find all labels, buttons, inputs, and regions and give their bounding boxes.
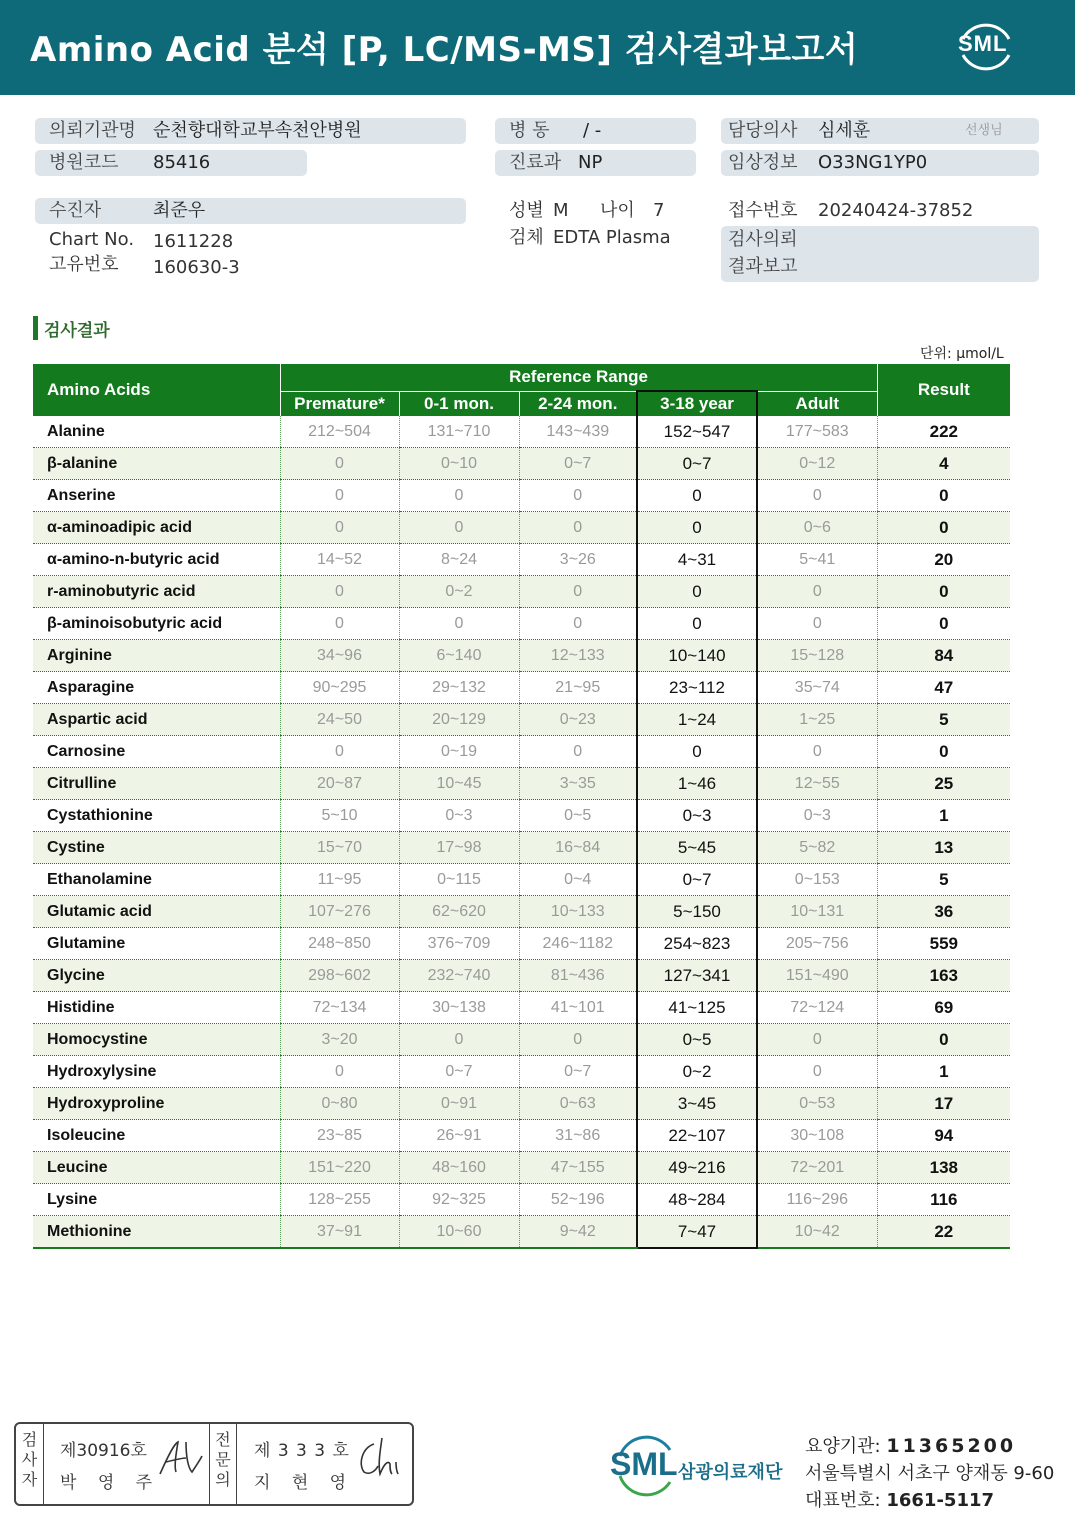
range-y3-18: 0 [637, 608, 757, 640]
footer-address: 서울특별시 서초구 양재동 9-60 [805, 1463, 1055, 1484]
amino-acid-name: Asparagine [33, 672, 280, 704]
range-y3-18: 1~46 [637, 768, 757, 800]
range-premature: 298~602 [280, 960, 399, 992]
header-result: Result [877, 364, 1010, 416]
specimen-value: EDTA Plasma [553, 227, 671, 248]
range-m0-1: 232~740 [399, 960, 519, 992]
range-m0-1: 131~710 [399, 416, 519, 448]
range-premature: 3~20 [280, 1024, 399, 1056]
amino-acid-name: Glycine [33, 960, 280, 992]
range-m2-24: 41~101 [519, 992, 637, 1024]
report-title: Amino Acid 분석 [P, LC/MS-MS] 검사결과보고서 [30, 30, 859, 70]
range-m2-24: 10~133 [519, 896, 637, 928]
range-m2-24: 47~155 [519, 1152, 637, 1184]
chart-label: Chart No. [49, 229, 135, 250]
stamp-char: 문 [215, 1450, 231, 1469]
table-row [33, 640, 1010, 672]
range-adult: 35~74 [757, 672, 877, 704]
chart-value: 1611228 [153, 231, 234, 252]
stamp-char: 의 [215, 1470, 231, 1489]
range-y3-18: 22~107 [637, 1120, 757, 1152]
specialist-license: 제 3 3 3 호 [254, 1441, 350, 1461]
accession-label: 접수번호 [728, 200, 798, 221]
range-m2-24: 81~436 [519, 960, 637, 992]
table-row [33, 1216, 1010, 1249]
result-value: 5 [877, 864, 1010, 896]
doctor-value: 심세훈 [818, 120, 871, 141]
header-2-24-mon: 2-24 mon. [519, 391, 637, 416]
age-value: 7 [653, 200, 665, 221]
range-m0-1: 10~45 [399, 768, 519, 800]
header-0-1-mon: 0-1 mon. [399, 391, 519, 416]
amino-acid-name: Leucine [33, 1152, 280, 1184]
clinical-value: O33NG1YP0 [818, 152, 928, 173]
range-y3-18: 0~7 [637, 448, 757, 480]
amino-acid-name: Lysine [33, 1184, 280, 1216]
range-premature: 151~220 [280, 1152, 399, 1184]
table-row [33, 992, 1010, 1024]
institution-field [35, 118, 466, 144]
range-adult: 10~131 [757, 896, 877, 928]
range-y3-18: 0~7 [637, 864, 757, 896]
accession-value: 20240424-37852 [818, 200, 974, 221]
range-premature: 34~96 [280, 640, 399, 672]
range-adult: 72~201 [757, 1152, 877, 1184]
range-adult: 0 [757, 736, 877, 768]
ward-value: / - [583, 120, 602, 141]
results-table [33, 364, 1010, 1249]
result-value: 5 [877, 704, 1010, 736]
table-row [33, 608, 1010, 640]
result-value: 94 [877, 1120, 1010, 1152]
range-adult: 0 [757, 576, 877, 608]
range-adult: 12~55 [757, 768, 877, 800]
range-adult: 0~3 [757, 800, 877, 832]
section-title: 검사결과 [44, 321, 110, 341]
range-m0-1: 0~10 [399, 448, 519, 480]
amino-acid-name: Ethanolamine [33, 864, 280, 896]
range-adult: 1~25 [757, 704, 877, 736]
amino-acid-name: α-aminoadipic acid [33, 512, 280, 544]
range-premature: 0 [280, 736, 399, 768]
range-y3-18: 48~284 [637, 1184, 757, 1216]
doctor-label: 담당의사 [728, 120, 798, 141]
institution-label: 의뢰기관명 [49, 120, 136, 141]
results-body [33, 416, 1010, 1248]
clinical-label: 임상정보 [728, 152, 798, 173]
signature-stamp [14, 1422, 414, 1506]
result-value: 69 [877, 992, 1010, 1024]
range-m2-24: 16~84 [519, 832, 637, 864]
result-value: 4 [877, 448, 1010, 480]
header-adult: Adult [757, 391, 877, 416]
amino-acid-name: Arginine [33, 640, 280, 672]
result-value: 25 [877, 768, 1010, 800]
range-m2-24: 21~95 [519, 672, 637, 704]
range-premature: 107~276 [280, 896, 399, 928]
table-row [33, 1152, 1010, 1184]
range-adult: 30~108 [757, 1120, 877, 1152]
range-premature: 0 [280, 608, 399, 640]
hospital-code-field [35, 150, 307, 176]
stamp-char: 사 [21, 1450, 38, 1469]
range-y3-18: 4~31 [637, 544, 757, 576]
sex-value: M [553, 200, 569, 221]
amino-acid-name: Cystine [33, 832, 280, 864]
range-m0-1: 0 [399, 608, 519, 640]
range-m0-1: 0 [399, 480, 519, 512]
range-m0-1: 0~7 [399, 1056, 519, 1088]
range-m0-1: 0~115 [399, 864, 519, 896]
footer-org: 삼광의료재단 [678, 1462, 783, 1483]
amino-acid-name: Alanine [33, 416, 280, 448]
range-premature: 0 [280, 480, 399, 512]
doctor-field [721, 118, 1039, 144]
range-y3-18: 10~140 [637, 640, 757, 672]
amino-acid-name: Hydroxyproline [33, 1088, 280, 1120]
range-adult: 15~128 [757, 640, 877, 672]
amino-acid-name: Cystathionine [33, 800, 280, 832]
range-premature: 20~87 [280, 768, 399, 800]
result-value: 116 [877, 1184, 1010, 1216]
range-m2-24: 0~5 [519, 800, 637, 832]
range-m0-1: 0~2 [399, 576, 519, 608]
table-row [33, 480, 1010, 512]
request-report-box [721, 226, 1039, 282]
sex-label: 성별 [509, 200, 544, 221]
range-y3-18: 127~341 [637, 960, 757, 992]
range-adult: 5~41 [757, 544, 877, 576]
department-value: NP [578, 152, 603, 173]
range-y3-18: 1~24 [637, 704, 757, 736]
amino-acid-name: Carnosine [33, 736, 280, 768]
range-m2-24: 12~133 [519, 640, 637, 672]
range-premature: 11~95 [280, 864, 399, 896]
section-marker [33, 316, 38, 340]
range-adult: 10~42 [757, 1216, 877, 1249]
range-adult: 205~756 [757, 928, 877, 960]
range-m2-24: 0~23 [519, 704, 637, 736]
table-row [33, 768, 1010, 800]
range-m2-24: 0~7 [519, 1056, 637, 1088]
inspector-name: 박 영 주 [60, 1473, 161, 1493]
footer-phone [805, 1486, 994, 1512]
inspector-signature-icon [156, 1436, 206, 1480]
range-y3-18: 5~45 [637, 832, 757, 864]
age-label: 나이 [600, 200, 635, 221]
amino-acid-name: α-amino-n-butyric acid [33, 544, 280, 576]
range-premature: 0 [280, 576, 399, 608]
range-m0-1: 6~140 [399, 640, 519, 672]
result-value: 36 [877, 896, 1010, 928]
range-m0-1: 30~138 [399, 992, 519, 1024]
range-adult: 151~490 [757, 960, 877, 992]
result-value: 20 [877, 544, 1010, 576]
range-m0-1: 48~160 [399, 1152, 519, 1184]
header-3-18-year: 3-18 year [637, 391, 757, 416]
range-m2-24: 31~86 [519, 1120, 637, 1152]
range-m2-24: 0 [519, 608, 637, 640]
result-value: 17 [877, 1088, 1010, 1120]
range-m2-24: 0 [519, 736, 637, 768]
table-row [33, 576, 1010, 608]
range-m2-24: 0 [519, 1024, 637, 1056]
range-premature: 24~50 [280, 704, 399, 736]
result-value: 1 [877, 1056, 1010, 1088]
range-y3-18: 5~150 [637, 896, 757, 928]
hospital-code-value: 85416 [153, 152, 211, 173]
result-value: 138 [877, 1152, 1010, 1184]
result-value: 163 [877, 960, 1010, 992]
range-m0-1: 26~91 [399, 1120, 519, 1152]
range-premature: 0~80 [280, 1088, 399, 1120]
table-row [33, 960, 1010, 992]
department-field [495, 150, 696, 176]
result-value: 559 [877, 928, 1010, 960]
amino-acid-name: Isoleucine [33, 1120, 280, 1152]
phone-label: 대표번호: [805, 1490, 881, 1511]
report-label: 결과보고 [728, 256, 798, 277]
table-row [33, 864, 1010, 896]
range-m0-1: 0 [399, 1024, 519, 1056]
range-adult: 0 [757, 1024, 877, 1056]
amino-acid-name: r-aminobutyric acid [33, 576, 280, 608]
range-m2-24: 0~4 [519, 864, 637, 896]
clinical-field [721, 150, 1039, 176]
range-y3-18: 41~125 [637, 992, 757, 1024]
range-m2-24: 52~196 [519, 1184, 637, 1216]
result-value: 0 [877, 736, 1010, 768]
range-premature: 0 [280, 512, 399, 544]
range-m2-24: 143~439 [519, 416, 637, 448]
inspector-license: 제30916호 [60, 1441, 147, 1461]
amino-acid-name: Glutamic acid [33, 896, 280, 928]
result-value: 222 [877, 416, 1010, 448]
inspector-label [16, 1424, 44, 1504]
range-m0-1: 62~620 [399, 896, 519, 928]
range-m0-1: 29~132 [399, 672, 519, 704]
range-m2-24: 246~1182 [519, 928, 637, 960]
header-amino-acids: Amino Acids [33, 364, 280, 416]
footer-registration [805, 1432, 1016, 1458]
amino-acid-name: β-alanine [33, 448, 280, 480]
institution-value: 순천향대학교부속천안병원 [153, 120, 362, 141]
unique-label: 고유번호 [49, 254, 119, 275]
range-m0-1: 0~19 [399, 736, 519, 768]
result-value: 1 [877, 800, 1010, 832]
amino-acid-name: Aspartic acid [33, 704, 280, 736]
range-y3-18: 0 [637, 736, 757, 768]
result-value: 0 [877, 1024, 1010, 1056]
registration-value: 11365200 [886, 1435, 1017, 1457]
range-y3-18: 3~45 [637, 1088, 757, 1120]
range-m2-24: 3~26 [519, 544, 637, 576]
amino-acid-name: Anserine [33, 480, 280, 512]
table-row [33, 1024, 1010, 1056]
range-m0-1: 0~3 [399, 800, 519, 832]
range-premature: 15~70 [280, 832, 399, 864]
amino-acid-name: Citrulline [33, 768, 280, 800]
amino-acid-name: Homocystine [33, 1024, 280, 1056]
ward-label: 병 동 [509, 120, 550, 141]
table-row [33, 448, 1010, 480]
specimen-label: 검체 [509, 227, 544, 248]
amino-acid-name: Histidine [33, 992, 280, 1024]
result-value: 0 [877, 608, 1010, 640]
specialist-name: 지 현 영 [254, 1473, 355, 1493]
range-premature: 248~850 [280, 928, 399, 960]
range-premature: 128~255 [280, 1184, 399, 1216]
range-y3-18: 0~2 [637, 1056, 757, 1088]
range-m0-1: 92~325 [399, 1184, 519, 1216]
range-premature: 90~295 [280, 672, 399, 704]
amino-acid-name: Methionine [33, 1216, 280, 1249]
range-adult: 0~6 [757, 512, 877, 544]
table-row [33, 800, 1010, 832]
table-row [33, 1184, 1010, 1216]
result-value: 0 [877, 480, 1010, 512]
range-m2-24: 0~63 [519, 1088, 637, 1120]
table-row [33, 736, 1010, 768]
range-premature: 72~134 [280, 992, 399, 1024]
range-adult: 0 [757, 480, 877, 512]
table-row [33, 1088, 1010, 1120]
stamp-char: 자 [21, 1470, 38, 1489]
amino-acid-name: β-aminoisobutyric acid [33, 608, 280, 640]
range-premature: 23~85 [280, 1120, 399, 1152]
ward-field [495, 118, 696, 144]
header-reference-range: Reference Range [280, 364, 877, 391]
result-value: 0 [877, 576, 1010, 608]
amino-acid-name: Hydroxylysine [33, 1056, 280, 1088]
range-m2-24: 0 [519, 512, 637, 544]
range-adult: 0 [757, 608, 877, 640]
footer-logo-text: SML [610, 1446, 678, 1482]
range-adult: 0~12 [757, 448, 877, 480]
range-m0-1: 20~129 [399, 704, 519, 736]
department-label: 진료과 [509, 152, 562, 173]
phone-value: 1661-5117 [886, 1490, 995, 1511]
request-label: 검사의뢰 [728, 229, 798, 250]
range-adult: 177~583 [757, 416, 877, 448]
range-y3-18: 0 [637, 576, 757, 608]
range-premature: 0 [280, 1056, 399, 1088]
range-adult: 116~296 [757, 1184, 877, 1216]
range-adult: 0~53 [757, 1088, 877, 1120]
range-adult: 72~124 [757, 992, 877, 1024]
table-row [33, 672, 1010, 704]
range-m0-1: 376~709 [399, 928, 519, 960]
unit-label: 단위: μmol/L [920, 346, 1004, 362]
range-y3-18: 23~112 [637, 672, 757, 704]
report-header [0, 0, 1075, 95]
range-premature: 5~10 [280, 800, 399, 832]
range-premature: 37~91 [280, 1216, 399, 1249]
table-row [33, 544, 1010, 576]
hospital-code-label: 병원코드 [49, 152, 119, 173]
range-y3-18: 7~47 [637, 1216, 757, 1249]
range-y3-18: 0~3 [637, 800, 757, 832]
table-row [33, 832, 1010, 864]
sml-logo: SML [958, 31, 1008, 56]
range-y3-18: 0~5 [637, 1024, 757, 1056]
result-value: 47 [877, 672, 1010, 704]
range-m0-1: 0 [399, 512, 519, 544]
range-m2-24: 9~42 [519, 1216, 637, 1249]
specialist-signature-icon [354, 1434, 404, 1482]
result-value: 84 [877, 640, 1010, 672]
range-y3-18: 49~216 [637, 1152, 757, 1184]
range-adult: 0~153 [757, 864, 877, 896]
range-m2-24: 3~35 [519, 768, 637, 800]
unique-value: 160630-3 [153, 257, 240, 278]
amino-acid-name: Glutamine [33, 928, 280, 960]
range-y3-18: 0 [637, 512, 757, 544]
stamp-char: 전 [215, 1430, 231, 1449]
table-row [33, 512, 1010, 544]
range-adult: 5~82 [757, 832, 877, 864]
table-row [33, 416, 1010, 448]
result-value: 22 [877, 1216, 1010, 1249]
range-m0-1: 10~60 [399, 1216, 519, 1249]
patient-value: 최준우 [153, 200, 206, 221]
range-premature: 14~52 [280, 544, 399, 576]
range-adult: 0 [757, 1056, 877, 1088]
range-m2-24: 0 [519, 576, 637, 608]
header-premature: Premature* [280, 391, 399, 416]
result-value: 13 [877, 832, 1010, 864]
table-row [33, 1120, 1010, 1152]
stamp-char: 검 [21, 1430, 38, 1449]
range-y3-18: 0 [637, 480, 757, 512]
table-row [33, 1056, 1010, 1088]
specialist-label [209, 1424, 237, 1504]
result-value: 0 [877, 512, 1010, 544]
range-m2-24: 0~7 [519, 448, 637, 480]
range-m0-1: 17~98 [399, 832, 519, 864]
range-premature: 0 [280, 448, 399, 480]
range-premature: 212~504 [280, 416, 399, 448]
range-m0-1: 8~24 [399, 544, 519, 576]
range-y3-18: 254~823 [637, 928, 757, 960]
range-m2-24: 0 [519, 480, 637, 512]
table-row [33, 928, 1010, 960]
table-row [33, 704, 1010, 736]
patient-field [35, 198, 466, 224]
range-y3-18: 152~547 [637, 416, 757, 448]
range-m0-1: 0~91 [399, 1088, 519, 1120]
doctor-suffix: 선생님 [965, 123, 1003, 138]
registration-label: 요양기관: [805, 1436, 881, 1457]
patient-label: 수진자 [49, 200, 102, 221]
table-row [33, 896, 1010, 928]
